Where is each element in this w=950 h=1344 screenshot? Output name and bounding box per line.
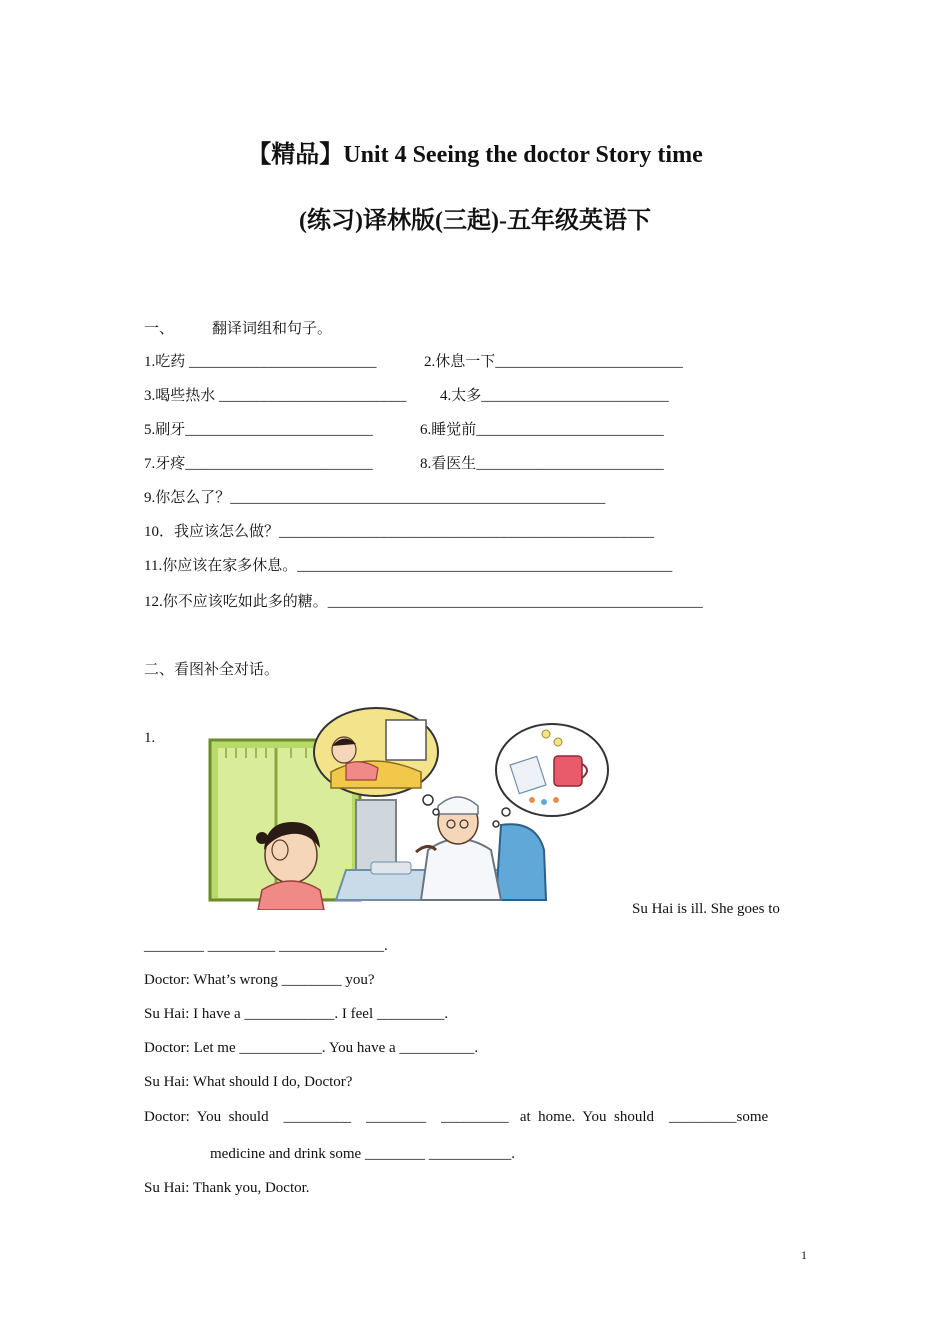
page-subtitle: (练习)译林版(三起)-五年级英语下 — [299, 208, 651, 234]
story-intro-blanks: ________ _________ ______________. — [144, 938, 388, 954]
doctor-visit-illustration — [196, 700, 616, 910]
dialogue-line-6: medicine and drink some ________ ___________. — [210, 1146, 515, 1162]
dialogue-line-4: Su Hai: What should I do, Doctor? — [144, 1074, 353, 1090]
girl-patient — [256, 822, 324, 910]
section1-number: 一、 — [144, 321, 175, 337]
page-number: 1 — [801, 1248, 807, 1262]
story-intro: Su Hai is ill. She goes to — [632, 901, 780, 917]
exercise-item-11: 11.你应该在家多休息。__________________________________________________ — [144, 558, 673, 574]
exercise-item-10: 10．我应该怎么做？__________________________________________________ — [144, 524, 655, 540]
exercise-item-6: 6.睡觉前_________________________ — [420, 422, 664, 438]
dialogue-line-1: Doctor: What’s wrong ________ you? — [144, 972, 375, 988]
exercise-item-1: 1.吃药 _________________________ — [144, 354, 377, 370]
section2-heading: 二、看图补全对话。 — [144, 662, 280, 678]
exercise-item-2: 2.休息一下_________________________ — [424, 354, 683, 370]
section1-heading: 翻译词组和句子。 — [212, 321, 333, 337]
exercise-item-8: 8.看医生_________________________ — [420, 456, 664, 472]
dialogue-line-2: Su Hai: I have a ____________. I feel _________. — [144, 1006, 449, 1022]
exercise-item-3: 3.喝些热水 _________________________ — [144, 388, 407, 404]
exercise-item-5: 5.刷牙_________________________ — [144, 422, 373, 438]
question-number: 1. — [144, 730, 156, 746]
dialogue-line-5: Doctor: You should _________ ________ _________ at home. You should _________some — [144, 1109, 769, 1125]
exercise-item-4: 4.太多_________________________ — [440, 388, 669, 404]
dialogue-line-3: Doctor: Let me ___________. You have a __________. — [144, 1040, 479, 1056]
exercise-item-7: 7.牙疼_________________________ — [144, 456, 373, 472]
exercise-item-12: 12.你不应该吃如此多的糖。__________________________________________________ — [144, 594, 703, 610]
dialogue-line-7: Su Hai: Thank you, Doctor. — [144, 1180, 310, 1196]
exercise-item-9: 9.你怎么了？__________________________________________________ — [144, 490, 606, 506]
page-title: 【精品】Unit 4 Seeing the doctor Story time — [247, 142, 703, 168]
